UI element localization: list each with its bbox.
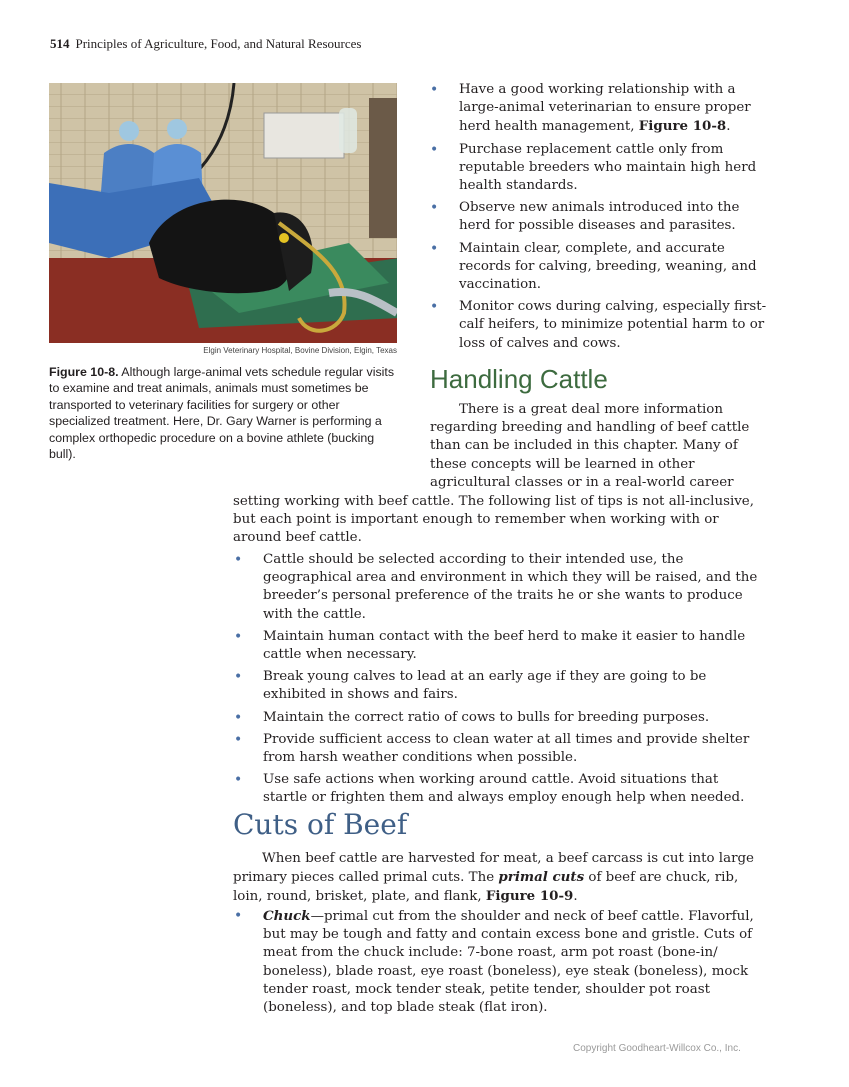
list-item: • Maintain human contact with the beef herd to make it easier to handle cattle when necessary.	[234, 628, 746, 663]
bullet-icon: •	[234, 731, 243, 748]
page-number: 514	[50, 36, 70, 51]
bullet-icon: •	[234, 908, 243, 924]
bullet-icon: •	[234, 709, 243, 726]
figure-caption-text: Although large-animal vets schedule regular visits to examine and treat animals, animals must sometimes be transported to veterinary facilities for surgery or other specialized treatment. Here, Dr. Gary Warner is performing a complex orthopedic procedure on a bovine athlete (bucking bull).	[49, 365, 395, 462]
surgery-photo	[49, 83, 397, 343]
bullet-icon: •	[430, 141, 439, 158]
figure-label: Figure 10-8.	[49, 365, 119, 379]
handling-intro-paragraph: There is a great deal more information regarding breeding and handling of beef cattle than can be included in this chapter. Many of these concepts will be learned in other agricultural classes or in a real-world career	[430, 402, 750, 490]
bullet-icon: •	[234, 669, 243, 686]
bullet-icon: •	[430, 240, 439, 257]
running-header	[50, 36, 361, 52]
list-item: • Purchase replacement cattle only from reputable breeders who maintain high herd health standards.	[430, 141, 757, 194]
copyright-notice: Copyright Goodheart-Willcox Co., Inc.	[573, 1043, 741, 1054]
list-item: • Observe new animals introduced into the herd for possible diseases and parasites.	[430, 200, 740, 234]
bullet-icon: •	[234, 628, 243, 645]
figure-caption	[49, 364, 399, 462]
cuts-intro-paragraph: When beef cattle are harvested for meat, a beef carcass is cut into large primary pieces called primal cuts. The primal cuts of beef are chuck, rib, loin, round, brisket, plate, and flank, Figure 10-9.	[233, 851, 754, 905]
handling-intro-continued: setting working with beef cattle. The following list of tips is not all-inclusive, but each point is important enough to remember when working with or around beef cattle.	[233, 494, 754, 546]
key-term-primal-cuts: primal cuts	[498, 869, 585, 886]
surgery-photo-illustration	[49, 83, 397, 343]
bullet-icon: •	[234, 552, 243, 568]
list-item: • Have a good working relationship with a large-animal veterinarian to ensure proper herd health management, Figure 10-8.	[430, 82, 751, 135]
herd-health-list	[430, 81, 769, 357]
bullet-icon: •	[234, 772, 243, 789]
bullet-icon: •	[430, 82, 439, 98]
primal-cuts-list	[234, 907, 763, 1017]
list-item: • Cattle should be selected according to their intended use, the geographical area and environment in which they will be raised, and the breeder’s personal preference of the traits he or she wants to produce with the cattle.	[234, 552, 758, 622]
handling-tips-list	[234, 551, 763, 812]
book-title: Principles of Agriculture, Food, and Natural Resources	[75, 36, 362, 51]
figure-reference: Figure 10-9	[485, 888, 574, 905]
list-item: • Monitor cows during calving, especially first-calf heifers, to minimize potential harm to or loss of calves and cows.	[430, 299, 767, 351]
list-item: • Chuck—primal cut from the shoulder and neck of beef cattle. Flavorful, but may be tough and fatty and contain excess bone and gristle. Cuts of meat from the chuck include: 7-bone roast, arm pot roast (bone-in/ boneless), blade roast, eye roast (boneless), eye steak (boneless), mock tender roast, mock tender steak, petite tender, shoulder pot roast (boneless), and top blade steak (flat iron).	[234, 908, 754, 1016]
bullet-icon: •	[430, 299, 439, 316]
bullet-icon: •	[430, 200, 439, 217]
figure-reference: Figure 10-8	[638, 118, 727, 135]
list-item: • Break young calves to lead at an early age if they are going to be exhibited in shows and fairs.	[234, 669, 707, 703]
section-heading-cuts-of-beef: Cuts of Beef	[233, 808, 408, 841]
list-item: • Maintain clear, complete, and accurate records for calving, breeding, weaning, and vaccination.	[430, 240, 757, 293]
section-heading-handling-cattle: Handling Cattle	[430, 364, 608, 394]
key-term-chuck: Chuck	[263, 908, 311, 924]
list-item: • Provide sufficient access to clean water at all times and provide shelter from harsh weather conditions when possible.	[234, 731, 750, 766]
list-item: • Maintain the correct ratio of cows to bulls for breeding purposes.	[234, 709, 710, 726]
list-item: • Use safe actions when working around cattle. Avoid situations that startle or frighten them and always employ enough help when needed.	[234, 772, 745, 806]
photo-credit: Elgin Veterinary Hospital, Bovine Division, Elgin, Texas	[203, 346, 397, 355]
